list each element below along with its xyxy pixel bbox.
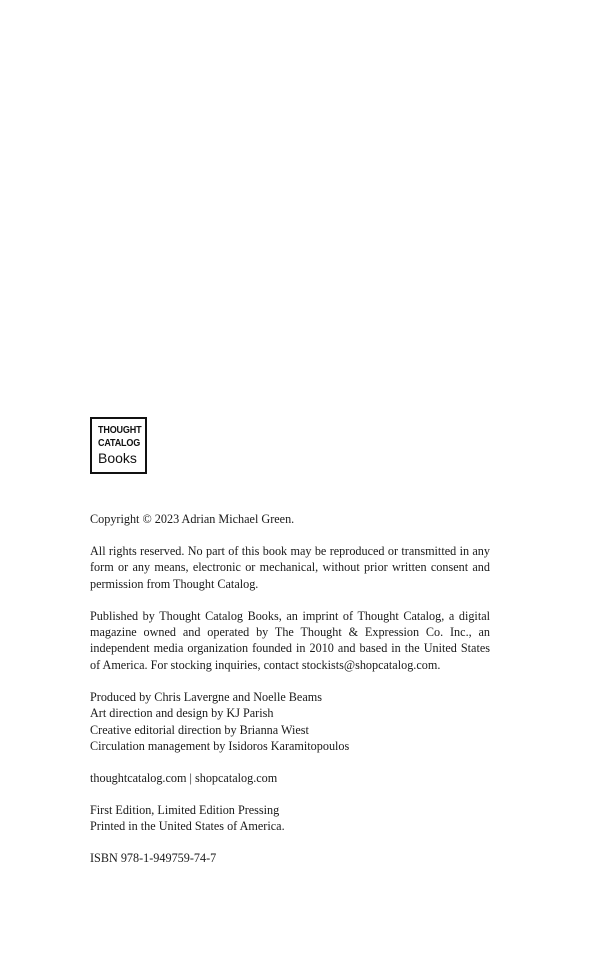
credit-editorial: Creative editorial direction by Brianna Wiest <box>90 722 309 737</box>
copyright-text <box>90 511 490 882</box>
logo-line-catalog: CATALOG <box>98 437 141 449</box>
credit-art-direction: Art direction and design by KJ Parish <box>90 706 274 721</box>
copyright-line: Copyright © 2023 Adrian Michael Green. <box>90 512 295 526</box>
edition-line: First Edition, Limited Edition Pressing <box>90 802 280 817</box>
credits-list <box>90 689 490 755</box>
logo-line-books: Books <box>98 450 137 466</box>
publisher-paragraph: Published by Thought Catalog Books, an imprint of Thought Catalog, a digital magazine owned and operated by The Thought & Expression Co. Inc., an independent media organization founded in 2010 and based in the United States of America. For stocking inquiries, contact stockists@shopcatalog.com. <box>90 608 490 672</box>
websites-line: thoughtcatalog.com | shopcatalog.com <box>90 770 278 785</box>
credit-circulation: Circulation management by Isidoros Karamitopoulos <box>90 738 350 753</box>
isbn-line: ISBN 978-1-949759-74-7 <box>90 851 217 866</box>
edition-info <box>90 802 490 835</box>
logo-line-thought: THOUGHT <box>98 424 142 436</box>
printed-line: Printed in the United States of America. <box>90 819 285 834</box>
rights-paragraph: All rights reserved. No part of this book may be reproduced or transmitted in any form or any means, electronic or mechanical, without prior written consent and permission from Thought Catalog. <box>90 543 490 591</box>
thought-catalog-books-logo <box>90 417 147 474</box>
credit-producer: Produced by Chris Lavergne and Noelle Beams <box>90 689 322 704</box>
